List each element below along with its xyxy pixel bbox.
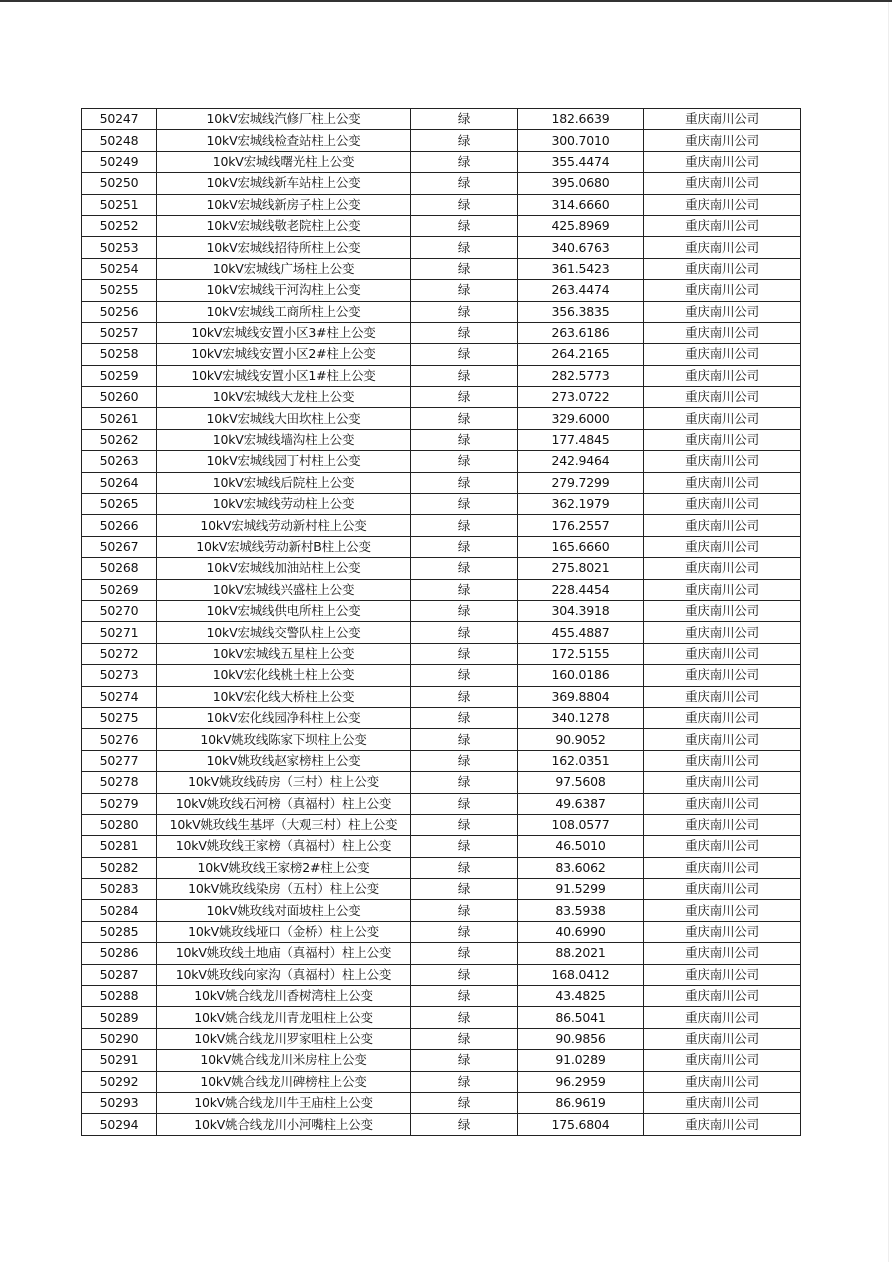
status-color-cell: 绿 [411, 451, 518, 472]
transformer-name-cell: 10kV宏城线大田坎柱上公变 [157, 408, 411, 429]
status-color-cell: 绿 [411, 429, 518, 450]
company-cell: 重庆南川公司 [644, 600, 801, 621]
transformer-name-cell: 10kV宏城线大龙柱上公变 [157, 387, 411, 408]
status-color-cell: 绿 [411, 879, 518, 900]
status-color-cell: 绿 [411, 600, 518, 621]
row-id-cell: 50285 [82, 921, 157, 942]
value-cell: 279.7299 [518, 472, 644, 493]
company-cell: 重庆南川公司 [644, 194, 801, 215]
value-cell: 340.6763 [518, 237, 644, 258]
value-cell: 46.5010 [518, 836, 644, 857]
company-cell: 重庆南川公司 [644, 301, 801, 322]
row-id-cell: 50254 [82, 258, 157, 279]
company-cell: 重庆南川公司 [644, 494, 801, 515]
value-cell: 361.5423 [518, 258, 644, 279]
table-row [82, 301, 801, 322]
row-id-cell: 50258 [82, 344, 157, 365]
row-id-cell: 50247 [82, 109, 157, 130]
value-cell: 182.6639 [518, 109, 644, 130]
status-color-cell: 绿 [411, 1092, 518, 1113]
table-row [82, 258, 801, 279]
status-color-cell: 绿 [411, 707, 518, 728]
transformer-name-cell: 10kV宏化线桃土柱上公变 [157, 665, 411, 686]
transformer-name-cell: 10kV姚玫线王家榜（真福村）柱上公变 [157, 836, 411, 857]
value-cell: 90.9856 [518, 1028, 644, 1049]
status-color-cell: 绿 [411, 814, 518, 835]
row-id-cell: 50280 [82, 814, 157, 835]
value-cell: 49.6387 [518, 793, 644, 814]
transformer-name-cell: 10kV姚玫线砖房（三村）柱上公变 [157, 772, 411, 793]
status-color-cell: 绿 [411, 729, 518, 750]
transformer-name-cell: 10kV宏城线敬老院柱上公变 [157, 215, 411, 236]
company-cell: 重庆南川公司 [644, 151, 801, 172]
transformer-name-cell: 10kV姚玫线王家榜2#柱上公变 [157, 857, 411, 878]
table-row [82, 943, 801, 964]
company-cell: 重庆南川公司 [644, 365, 801, 386]
status-color-cell: 绿 [411, 921, 518, 942]
row-id-cell: 50277 [82, 750, 157, 771]
company-cell: 重庆南川公司 [644, 1092, 801, 1113]
table-row [82, 1007, 801, 1028]
page-right-edge [888, 2, 889, 1262]
value-cell: 275.8021 [518, 558, 644, 579]
status-color-cell: 绿 [411, 665, 518, 686]
table-row [82, 857, 801, 878]
company-cell: 重庆南川公司 [644, 215, 801, 236]
value-cell: 340.1278 [518, 707, 644, 728]
status-color-cell: 绿 [411, 986, 518, 1007]
transformer-table [81, 108, 801, 1136]
table-row [82, 472, 801, 493]
table-row [82, 151, 801, 172]
status-color-cell: 绿 [411, 558, 518, 579]
table-row [82, 1050, 801, 1071]
transformer-name-cell: 10kV宏城线劳动新村柱上公变 [157, 515, 411, 536]
transformer-name-cell: 10kV姚玫线土地庙（真福村）柱上公变 [157, 943, 411, 964]
table-row [82, 750, 801, 771]
value-cell: 162.0351 [518, 750, 644, 771]
company-cell: 重庆南川公司 [644, 1071, 801, 1092]
value-cell: 304.3918 [518, 600, 644, 621]
value-cell: 83.5938 [518, 900, 644, 921]
status-color-cell: 绿 [411, 1028, 518, 1049]
row-id-cell: 50252 [82, 215, 157, 236]
table-row [82, 109, 801, 130]
transformer-name-cell: 10kV宏城线后院柱上公变 [157, 472, 411, 493]
row-id-cell: 50288 [82, 986, 157, 1007]
row-id-cell: 50278 [82, 772, 157, 793]
transformer-name-cell: 10kV宏城线检查站柱上公变 [157, 130, 411, 151]
row-id-cell: 50260 [82, 387, 157, 408]
company-cell: 重庆南川公司 [644, 344, 801, 365]
company-cell: 重庆南川公司 [644, 280, 801, 301]
row-id-cell: 50273 [82, 665, 157, 686]
row-id-cell: 50284 [82, 900, 157, 921]
value-cell: 282.5773 [518, 365, 644, 386]
company-cell: 重庆南川公司 [644, 729, 801, 750]
row-id-cell: 50263 [82, 451, 157, 472]
transformer-name-cell: 10kV姚玫线陈家下坝柱上公变 [157, 729, 411, 750]
transformer-name-cell: 10kV宏城线汽修厂柱上公变 [157, 109, 411, 130]
table-row [82, 515, 801, 536]
row-id-cell: 50253 [82, 237, 157, 258]
value-cell: 97.5608 [518, 772, 644, 793]
table-row [82, 579, 801, 600]
transformer-name-cell: 10kV宏城线工商所柱上公变 [157, 301, 411, 322]
transformer-name-cell: 10kV姚玫线对面坡柱上公变 [157, 900, 411, 921]
company-cell: 重庆南川公司 [644, 579, 801, 600]
table-row [82, 643, 801, 664]
table-row [82, 793, 801, 814]
table-row [82, 130, 801, 151]
table-row [82, 1114, 801, 1135]
row-id-cell: 50266 [82, 515, 157, 536]
table-row [82, 237, 801, 258]
row-id-cell: 50261 [82, 408, 157, 429]
status-color-cell: 绿 [411, 750, 518, 771]
value-cell: 165.6660 [518, 536, 644, 557]
value-cell: 356.3835 [518, 301, 644, 322]
status-color-cell: 绿 [411, 1050, 518, 1071]
table-row [82, 686, 801, 707]
company-cell: 重庆南川公司 [644, 237, 801, 258]
transformer-name-cell: 10kV姚玫线石河榜（真福村）柱上公变 [157, 793, 411, 814]
table-row [82, 964, 801, 985]
company-cell: 重庆南川公司 [644, 665, 801, 686]
status-color-cell: 绿 [411, 109, 518, 130]
table-body [82, 109, 801, 1136]
transformer-name-cell: 10kV姚玫线染房（五村）柱上公变 [157, 879, 411, 900]
status-color-cell: 绿 [411, 643, 518, 664]
row-id-cell: 50271 [82, 622, 157, 643]
status-color-cell: 绿 [411, 836, 518, 857]
company-cell: 重庆南川公司 [644, 986, 801, 1007]
table-row [82, 665, 801, 686]
row-id-cell: 50264 [82, 472, 157, 493]
status-color-cell: 绿 [411, 387, 518, 408]
transformer-name-cell: 10kV姚合线龙川小河嘴柱上公变 [157, 1114, 411, 1135]
value-cell: 395.0680 [518, 173, 644, 194]
company-cell: 重庆南川公司 [644, 322, 801, 343]
company-cell: 重庆南川公司 [644, 943, 801, 964]
status-color-cell: 绿 [411, 793, 518, 814]
status-color-cell: 绿 [411, 344, 518, 365]
company-cell: 重庆南川公司 [644, 429, 801, 450]
transformer-name-cell: 10kV宏城线加油站柱上公变 [157, 558, 411, 579]
transformer-name-cell: 10kV宏城线广场柱上公变 [157, 258, 411, 279]
status-color-cell: 绿 [411, 258, 518, 279]
table-row [82, 986, 801, 1007]
row-id-cell: 50262 [82, 429, 157, 450]
company-cell: 重庆南川公司 [644, 1028, 801, 1049]
table-row [82, 451, 801, 472]
table-row [82, 921, 801, 942]
transformer-name-cell: 10kV宏城线安置小区1#柱上公变 [157, 365, 411, 386]
transformer-name-cell: 10kV姚玫线生基坪（大观三村）柱上公变 [157, 814, 411, 835]
row-id-cell: 50287 [82, 964, 157, 985]
company-cell: 重庆南川公司 [644, 772, 801, 793]
transformer-name-cell: 10kV宏城线供电所柱上公变 [157, 600, 411, 621]
status-color-cell: 绿 [411, 472, 518, 493]
transformer-name-cell: 10kV姚合线龙川米房柱上公变 [157, 1050, 411, 1071]
table-row [82, 1071, 801, 1092]
table-row [82, 729, 801, 750]
row-id-cell: 50279 [82, 793, 157, 814]
company-cell: 重庆南川公司 [644, 1114, 801, 1135]
value-cell: 369.8804 [518, 686, 644, 707]
table-row [82, 1028, 801, 1049]
value-cell: 83.6062 [518, 857, 644, 878]
transformer-name-cell: 10kV宏城线干河沟柱上公变 [157, 280, 411, 301]
value-cell: 273.0722 [518, 387, 644, 408]
transformer-name-cell: 10kV宏化线大桥柱上公变 [157, 686, 411, 707]
company-cell: 重庆南川公司 [644, 258, 801, 279]
status-color-cell: 绿 [411, 1007, 518, 1028]
status-color-cell: 绿 [411, 173, 518, 194]
table-row [82, 173, 801, 194]
row-id-cell: 50270 [82, 600, 157, 621]
company-cell: 重庆南川公司 [644, 900, 801, 921]
transformer-name-cell: 10kV姚合线龙川香树湾柱上公变 [157, 986, 411, 1007]
status-color-cell: 绿 [411, 237, 518, 258]
value-cell: 425.8969 [518, 215, 644, 236]
status-color-cell: 绿 [411, 857, 518, 878]
value-cell: 96.2959 [518, 1071, 644, 1092]
company-cell: 重庆南川公司 [644, 793, 801, 814]
value-cell: 86.5041 [518, 1007, 644, 1028]
value-cell: 263.6186 [518, 322, 644, 343]
row-id-cell: 50292 [82, 1071, 157, 1092]
transformer-name-cell: 10kV姚合线龙川青龙咀柱上公变 [157, 1007, 411, 1028]
row-id-cell: 50286 [82, 943, 157, 964]
company-cell: 重庆南川公司 [644, 408, 801, 429]
row-id-cell: 50255 [82, 280, 157, 301]
status-color-cell: 绿 [411, 494, 518, 515]
row-id-cell: 50259 [82, 365, 157, 386]
table-row [82, 194, 801, 215]
transformer-name-cell: 10kV姚合线龙川牛王庙柱上公变 [157, 1092, 411, 1113]
company-cell: 重庆南川公司 [644, 750, 801, 771]
table-row [82, 836, 801, 857]
row-id-cell: 50290 [82, 1028, 157, 1049]
row-id-cell: 50283 [82, 879, 157, 900]
page-top-rule [0, 0, 892, 2]
value-cell: 175.6804 [518, 1114, 644, 1135]
status-color-cell: 绿 [411, 515, 518, 536]
transformer-name-cell: 10kV宏城线交警队柱上公变 [157, 622, 411, 643]
row-id-cell: 50249 [82, 151, 157, 172]
value-cell: 90.9052 [518, 729, 644, 750]
row-id-cell: 50248 [82, 130, 157, 151]
table-row [82, 622, 801, 643]
value-cell: 300.7010 [518, 130, 644, 151]
row-id-cell: 50251 [82, 194, 157, 215]
table-row [82, 707, 801, 728]
row-id-cell: 50275 [82, 707, 157, 728]
transformer-name-cell: 10kV宏城线新车站柱上公变 [157, 173, 411, 194]
row-id-cell: 50293 [82, 1092, 157, 1113]
row-id-cell: 50269 [82, 579, 157, 600]
row-id-cell: 50289 [82, 1007, 157, 1028]
row-id-cell: 50265 [82, 494, 157, 515]
row-id-cell: 50256 [82, 301, 157, 322]
table-row [82, 344, 801, 365]
value-cell: 91.5299 [518, 879, 644, 900]
status-color-cell: 绿 [411, 322, 518, 343]
table-row [82, 1092, 801, 1113]
row-id-cell: 50282 [82, 857, 157, 878]
company-cell: 重庆南川公司 [644, 857, 801, 878]
company-cell: 重庆南川公司 [644, 472, 801, 493]
status-color-cell: 绿 [411, 900, 518, 921]
value-cell: 228.4454 [518, 579, 644, 600]
row-id-cell: 50276 [82, 729, 157, 750]
table-row [82, 900, 801, 921]
value-cell: 88.2021 [518, 943, 644, 964]
row-id-cell: 50294 [82, 1114, 157, 1135]
status-color-cell: 绿 [411, 215, 518, 236]
transformer-name-cell: 10kV宏城线安置小区2#柱上公变 [157, 344, 411, 365]
company-cell: 重庆南川公司 [644, 686, 801, 707]
value-cell: 314.6660 [518, 194, 644, 215]
company-cell: 重庆南川公司 [644, 558, 801, 579]
value-cell: 455.4887 [518, 622, 644, 643]
company-cell: 重庆南川公司 [644, 1050, 801, 1071]
row-id-cell: 50281 [82, 836, 157, 857]
table-row [82, 365, 801, 386]
company-cell: 重庆南川公司 [644, 707, 801, 728]
company-cell: 重庆南川公司 [644, 643, 801, 664]
status-color-cell: 绿 [411, 365, 518, 386]
value-cell: 177.4845 [518, 429, 644, 450]
company-cell: 重庆南川公司 [644, 964, 801, 985]
value-cell: 263.4474 [518, 280, 644, 301]
row-id-cell: 50268 [82, 558, 157, 579]
value-cell: 40.6990 [518, 921, 644, 942]
row-id-cell: 50250 [82, 173, 157, 194]
status-color-cell: 绿 [411, 536, 518, 557]
company-cell: 重庆南川公司 [644, 109, 801, 130]
company-cell: 重庆南川公司 [644, 879, 801, 900]
status-color-cell: 绿 [411, 130, 518, 151]
value-cell: 355.4474 [518, 151, 644, 172]
status-color-cell: 绿 [411, 280, 518, 301]
table-row [82, 322, 801, 343]
transformer-name-cell: 10kV姚玫线向家沟（真福村）柱上公变 [157, 964, 411, 985]
row-id-cell: 50274 [82, 686, 157, 707]
table-row [82, 536, 801, 557]
row-id-cell: 50291 [82, 1050, 157, 1071]
status-color-cell: 绿 [411, 686, 518, 707]
transformer-name-cell: 10kV宏城线兴盛柱上公变 [157, 579, 411, 600]
value-cell: 43.4825 [518, 986, 644, 1007]
table-row [82, 494, 801, 515]
value-cell: 176.2557 [518, 515, 644, 536]
transformer-name-cell: 10kV宏城线曙光柱上公变 [157, 151, 411, 172]
company-cell: 重庆南川公司 [644, 536, 801, 557]
transformer-name-cell: 10kV宏城线新房子柱上公变 [157, 194, 411, 215]
company-cell: 重庆南川公司 [644, 814, 801, 835]
company-cell: 重庆南川公司 [644, 921, 801, 942]
transformer-name-cell: 10kV宏城线劳动柱上公变 [157, 494, 411, 515]
company-cell: 重庆南川公司 [644, 515, 801, 536]
row-id-cell: 50257 [82, 322, 157, 343]
status-color-cell: 绿 [411, 1114, 518, 1135]
transformer-name-cell: 10kV姚玫线赵家榜柱上公变 [157, 750, 411, 771]
value-cell: 264.2165 [518, 344, 644, 365]
transformer-name-cell: 10kV宏城线五星柱上公变 [157, 643, 411, 664]
company-cell: 重庆南川公司 [644, 622, 801, 643]
value-cell: 160.0186 [518, 665, 644, 686]
company-cell: 重庆南川公司 [644, 836, 801, 857]
company-cell: 重庆南川公司 [644, 173, 801, 194]
table-row [82, 387, 801, 408]
status-color-cell: 绿 [411, 964, 518, 985]
company-cell: 重庆南川公司 [644, 1007, 801, 1028]
value-cell: 86.9619 [518, 1092, 644, 1113]
value-cell: 362.1979 [518, 494, 644, 515]
table-row [82, 408, 801, 429]
value-cell: 108.0577 [518, 814, 644, 835]
transformer-name-cell: 10kV宏城线劳动新村B柱上公变 [157, 536, 411, 557]
row-id-cell: 50272 [82, 643, 157, 664]
value-cell: 172.5155 [518, 643, 644, 664]
value-cell: 168.0412 [518, 964, 644, 985]
row-id-cell: 50267 [82, 536, 157, 557]
status-color-cell: 绿 [411, 408, 518, 429]
transformer-name-cell: 10kV姚合线龙川碑榜柱上公变 [157, 1071, 411, 1092]
transformer-name-cell: 10kV姚合线龙川罗家咀柱上公变 [157, 1028, 411, 1049]
transformer-name-cell: 10kV宏化线园净科柱上公变 [157, 707, 411, 728]
company-cell: 重庆南川公司 [644, 130, 801, 151]
table-row [82, 429, 801, 450]
transformer-name-cell: 10kV宏城线安置小区3#柱上公变 [157, 322, 411, 343]
status-color-cell: 绿 [411, 943, 518, 964]
table-row [82, 600, 801, 621]
transformer-name-cell: 10kV宏城线墙沟柱上公变 [157, 429, 411, 450]
value-cell: 242.9464 [518, 451, 644, 472]
table-row [82, 879, 801, 900]
table-row [82, 215, 801, 236]
table-row [82, 558, 801, 579]
table-row [82, 772, 801, 793]
transformer-name-cell: 10kV姚玫线垭口（金桥）柱上公变 [157, 921, 411, 942]
status-color-cell: 绿 [411, 1071, 518, 1092]
table-row [82, 280, 801, 301]
value-cell: 329.6000 [518, 408, 644, 429]
status-color-cell: 绿 [411, 622, 518, 643]
status-color-cell: 绿 [411, 194, 518, 215]
transformer-name-cell: 10kV宏城线招待所柱上公变 [157, 237, 411, 258]
company-cell: 重庆南川公司 [644, 451, 801, 472]
status-color-cell: 绿 [411, 301, 518, 322]
status-color-cell: 绿 [411, 772, 518, 793]
company-cell: 重庆南川公司 [644, 387, 801, 408]
status-color-cell: 绿 [411, 151, 518, 172]
status-color-cell: 绿 [411, 579, 518, 600]
table-row [82, 814, 801, 835]
transformer-name-cell: 10kV宏城线园丁村柱上公变 [157, 451, 411, 472]
value-cell: 91.0289 [518, 1050, 644, 1071]
